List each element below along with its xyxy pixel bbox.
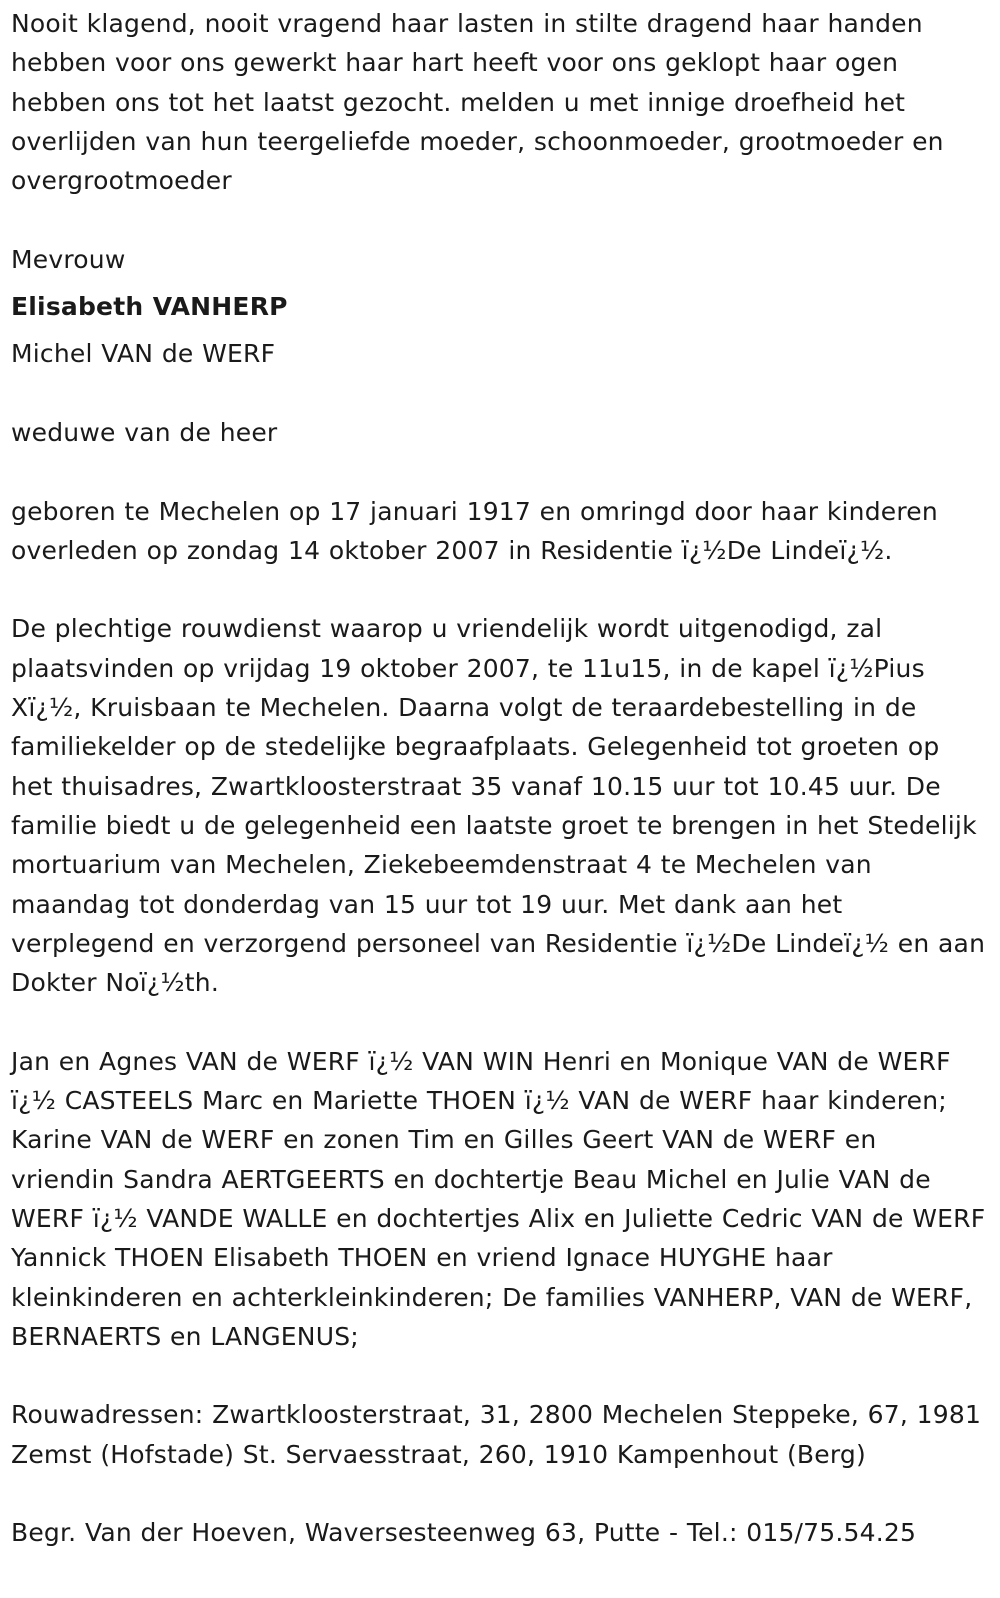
family-text: Jan en Agnes VAN de WERF ï¿½ VAN WIN Henri en Monique VAN de WERF ï¿½ CASTEELS Marc en Mariette THOEN ï¿½ VAN de WERF haar kinderen; Karine VAN de WERF en zonen Tim en Gilles Geert VAN de WERF en vriendin Sandra AERTGEERTS en dochtertje Beau Michel en Julie VAN de WERF ï¿½ VANDE WALLE en dochtertjes Alix en Juliette Cedric VAN de WERF Yannick THOEN Elisabeth THOEN en vriend Ignace HUYGHE haar kleinkinderen en achterkleinkinderen; De families VANHERP, VAN de WERF, BERNAERTS en LANGENUS; — [11, 1046, 986, 1351]
intro-text: Nooit klagend, nooit vragend haar lasten in stilte dragend haar handen hebben voor ons gewerkt haar hart heeft voor ons geklopt haar ogen hebben ons tot het laatst gezocht. melden u met innige droefheid het overlijden van hun teergeliefde moeder, schoonmoeder, grootmoeder en overgrootmoeder — [11, 9, 944, 196]
mourning-addresses: Rouwadressen: Zwartkloosterstraat, 31, 2800 Mechelen Steppeke, 67, 1981 Zemst (Hofstade) St. Servaesstraat, 260, 1910 Kampenhout (Berg) — [11, 1400, 982, 1469]
widow-line: weduwe van de heer — [11, 417, 278, 447]
spouse-name: Michel VAN de WERF — [11, 339, 276, 369]
ceremony-text: De plechtige rouwdienst waarop u vriendelijk wordt uitgenodigd, zal plaatsvinden op vrijdag 19 oktober 2007, te 11u15, in de kapel ï¿½Pius Xï¿½, Kruisbaan te Mechelen. Daarna volgt de teraardebestelling in de familiekelder op de stedelijke begraafplaats. Gelegenheid tot groeten op het thuisadres, Zwartkloosterstraat 35 vanaf 10.15 uur tot 10.45 uur. De familie biedt u de gelegenheid een laatste groet te brengen in het Stedelijk mortuarium van Mechelen, Ziekebeemdenstraat 4 te Mechelen van maandag tot donderdag van 15 uur tot 19 uur. Met dank aan het verplegend en verzorgend personeel van Residentie ï¿½De Lindeï¿½ en aan Dokter Noï¿½th. — [11, 614, 986, 998]
salutation: Mevrouw — [11, 244, 126, 274]
undertaker-line: Begr. Van der Hoeven, Waversesteenweg 63, Putte - Tel.: 015/75.54.25 — [11, 1518, 917, 1548]
deceased-name: Elisabeth VANHERP — [11, 292, 288, 322]
birth-death-text: geboren te Mechelen op 17 januari 1917 en omringd door haar kinderen overleden op zondag 14 oktober 2007 in Residentie ï¿½De Lindeï¿½. — [11, 496, 938, 565]
